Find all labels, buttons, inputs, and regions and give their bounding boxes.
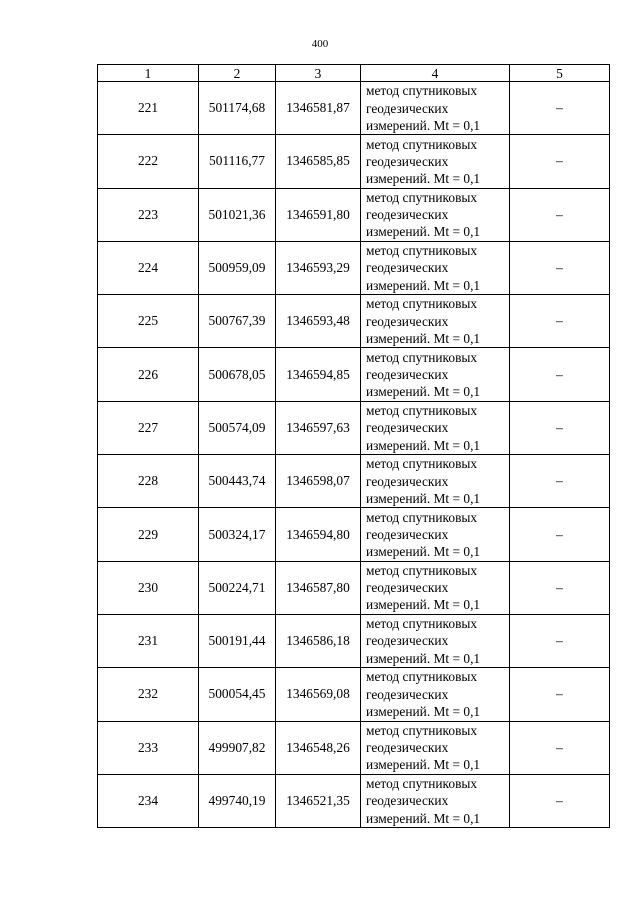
x-coordinate-cell: 500443,74 (199, 455, 276, 508)
method-cell (361, 455, 510, 508)
method-text-line: геодезических (366, 420, 449, 436)
x-coordinate-cell: 499740,19 (199, 774, 276, 827)
table-header (98, 65, 610, 82)
note-cell: – (510, 401, 610, 454)
point-number-cell: 228 (98, 455, 199, 508)
method-text-line: геодезических (366, 207, 449, 223)
method-text-line: геодезических (366, 526, 449, 542)
note-cell: – (510, 348, 610, 401)
column-header-2: 2 (199, 65, 276, 82)
column-header-4: 4 (361, 65, 510, 82)
x-coordinate-cell: 500324,17 (199, 508, 276, 561)
table-row (98, 508, 610, 561)
table-row (98, 401, 610, 454)
y-coordinate-cell: 1346581,87 (276, 82, 361, 135)
method-cell (361, 561, 510, 614)
method-text-line: измерений. Mt = 0,1 (366, 757, 481, 773)
method-text-line: геодезических (366, 686, 449, 702)
x-coordinate-cell: 500959,09 (199, 241, 276, 294)
table-row (98, 241, 610, 294)
table-row (98, 348, 610, 401)
table-row (98, 561, 610, 614)
method-text-line: метод спутниковых (366, 509, 478, 525)
method-text-line: геодезических (366, 633, 449, 649)
table-body (98, 82, 610, 828)
method-text-line: геодезических (366, 153, 449, 169)
y-coordinate-cell: 1346521,35 (276, 774, 361, 827)
method-cell (361, 348, 510, 401)
y-coordinate-cell: 1346593,48 (276, 295, 361, 348)
note-cell: – (510, 188, 610, 241)
column-header-1: 1 (98, 65, 199, 82)
method-text-line: измерений. Mt = 0,1 (366, 437, 481, 453)
point-number-cell: 223 (98, 188, 199, 241)
method-text-line: геодезических (366, 366, 449, 382)
note-cell: – (510, 508, 610, 561)
method-cell (361, 721, 510, 774)
x-coordinate-cell: 499907,82 (199, 721, 276, 774)
method-text-line: измерений. Mt = 0,1 (366, 277, 481, 293)
method-text-line: геодезических (366, 260, 449, 276)
x-coordinate-cell: 500224,71 (199, 561, 276, 614)
x-coordinate-cell: 500054,45 (199, 668, 276, 721)
table-row (98, 188, 610, 241)
y-coordinate-cell: 1346591,80 (276, 188, 361, 241)
note-cell: – (510, 668, 610, 721)
table-row (98, 135, 610, 188)
page-number: 400 (311, 38, 329, 50)
header-row (98, 65, 610, 82)
note-cell: – (510, 455, 610, 508)
method-text-line: измерений. Mt = 0,1 (366, 704, 481, 720)
table-row (98, 82, 610, 135)
note-cell: – (510, 614, 610, 667)
method-cell (361, 295, 510, 348)
y-coordinate-cell: 1346598,07 (276, 455, 361, 508)
method-cell (361, 668, 510, 721)
point-number-cell: 222 (98, 135, 199, 188)
method-text-line: измерений. Mt = 0,1 (366, 171, 481, 187)
method-text-line: метод спутниковых (366, 296, 478, 312)
y-coordinate-cell: 1346594,80 (276, 508, 361, 561)
x-coordinate-cell: 501021,36 (199, 188, 276, 241)
method-text-line: геодезических (366, 740, 449, 756)
table-row (98, 455, 610, 508)
note-cell: – (510, 295, 610, 348)
table-row (98, 295, 610, 348)
x-coordinate-cell: 500678,05 (199, 348, 276, 401)
method-text-line: метод спутниковых (366, 616, 478, 632)
method-text-line: метод спутниковых (366, 562, 478, 578)
y-coordinate-cell: 1346569,08 (276, 668, 361, 721)
y-coordinate-cell: 1346593,29 (276, 241, 361, 294)
note-cell: – (510, 135, 610, 188)
method-text-line: измерений. Mt = 0,1 (366, 117, 481, 133)
method-text-line: метод спутниковых (366, 83, 478, 99)
x-coordinate-cell: 500191,44 (199, 614, 276, 667)
method-cell (361, 82, 510, 135)
method-cell (361, 135, 510, 188)
point-number-cell: 227 (98, 401, 199, 454)
method-text-line: метод спутниковых (366, 669, 478, 685)
point-number-cell: 234 (98, 774, 199, 827)
y-coordinate-cell: 1346548,26 (276, 721, 361, 774)
method-text-line: измерений. Mt = 0,1 (366, 810, 481, 826)
point-number-cell: 230 (98, 561, 199, 614)
method-text-line: геодезических (366, 793, 449, 809)
method-cell (361, 241, 510, 294)
method-text-line: метод спутниковых (366, 189, 478, 205)
method-cell (361, 188, 510, 241)
y-coordinate-cell: 1346597,63 (276, 401, 361, 454)
point-number-cell: 229 (98, 508, 199, 561)
method-cell (361, 508, 510, 561)
note-cell: – (510, 82, 610, 135)
method-text-line: метод спутниковых (366, 402, 478, 418)
method-text-line: геодезических (366, 313, 449, 329)
method-text-line: измерений. Mt = 0,1 (366, 650, 481, 666)
method-text-line: метод спутниковых (366, 456, 478, 472)
point-number-cell: 225 (98, 295, 199, 348)
point-number-cell: 233 (98, 721, 199, 774)
note-cell: – (510, 721, 610, 774)
y-coordinate-cell: 1346594,85 (276, 348, 361, 401)
method-cell (361, 401, 510, 454)
y-coordinate-cell: 1346586,18 (276, 614, 361, 667)
table-row (98, 668, 610, 721)
note-cell: – (510, 774, 610, 827)
point-number-cell: 221 (98, 82, 199, 135)
method-text-line: геодезических (366, 473, 449, 489)
table-row (98, 614, 610, 667)
table-row (98, 721, 610, 774)
column-header-3: 3 (276, 65, 361, 82)
coordinates-table (97, 64, 610, 828)
x-coordinate-cell: 500574,09 (199, 401, 276, 454)
method-text-line: измерений. Mt = 0,1 (366, 544, 481, 560)
method-text-line: геодезических (366, 100, 449, 116)
column-header-5: 5 (510, 65, 610, 82)
method-text-line: измерений. Mt = 0,1 (366, 384, 481, 400)
method-text-line: метод спутниковых (366, 243, 478, 259)
point-number-cell: 224 (98, 241, 199, 294)
method-text-line: метод спутниковых (366, 136, 478, 152)
x-coordinate-cell: 501116,77 (199, 135, 276, 188)
x-coordinate-cell: 500767,39 (199, 295, 276, 348)
point-number-cell: 232 (98, 668, 199, 721)
method-text-line: метод спутниковых (366, 776, 478, 792)
y-coordinate-cell: 1346585,85 (276, 135, 361, 188)
point-number-cell: 226 (98, 348, 199, 401)
method-text-line: измерений. Mt = 0,1 (366, 597, 481, 613)
method-text-line: метод спутниковых (366, 349, 478, 365)
method-text-line: геодезических (366, 580, 449, 596)
point-number-cell: 231 (98, 614, 199, 667)
x-coordinate-cell: 501174,68 (199, 82, 276, 135)
method-text-line: измерений. Mt = 0,1 (366, 490, 481, 506)
note-cell: – (510, 241, 610, 294)
method-text-line: измерений. Mt = 0,1 (366, 330, 481, 346)
method-cell (361, 774, 510, 827)
method-text-line: метод спутниковых (366, 722, 478, 738)
method-cell (361, 614, 510, 667)
y-coordinate-cell: 1346587,80 (276, 561, 361, 614)
method-text-line: измерений. Mt = 0,1 (366, 224, 481, 240)
table-row (98, 774, 610, 827)
note-cell: – (510, 561, 610, 614)
